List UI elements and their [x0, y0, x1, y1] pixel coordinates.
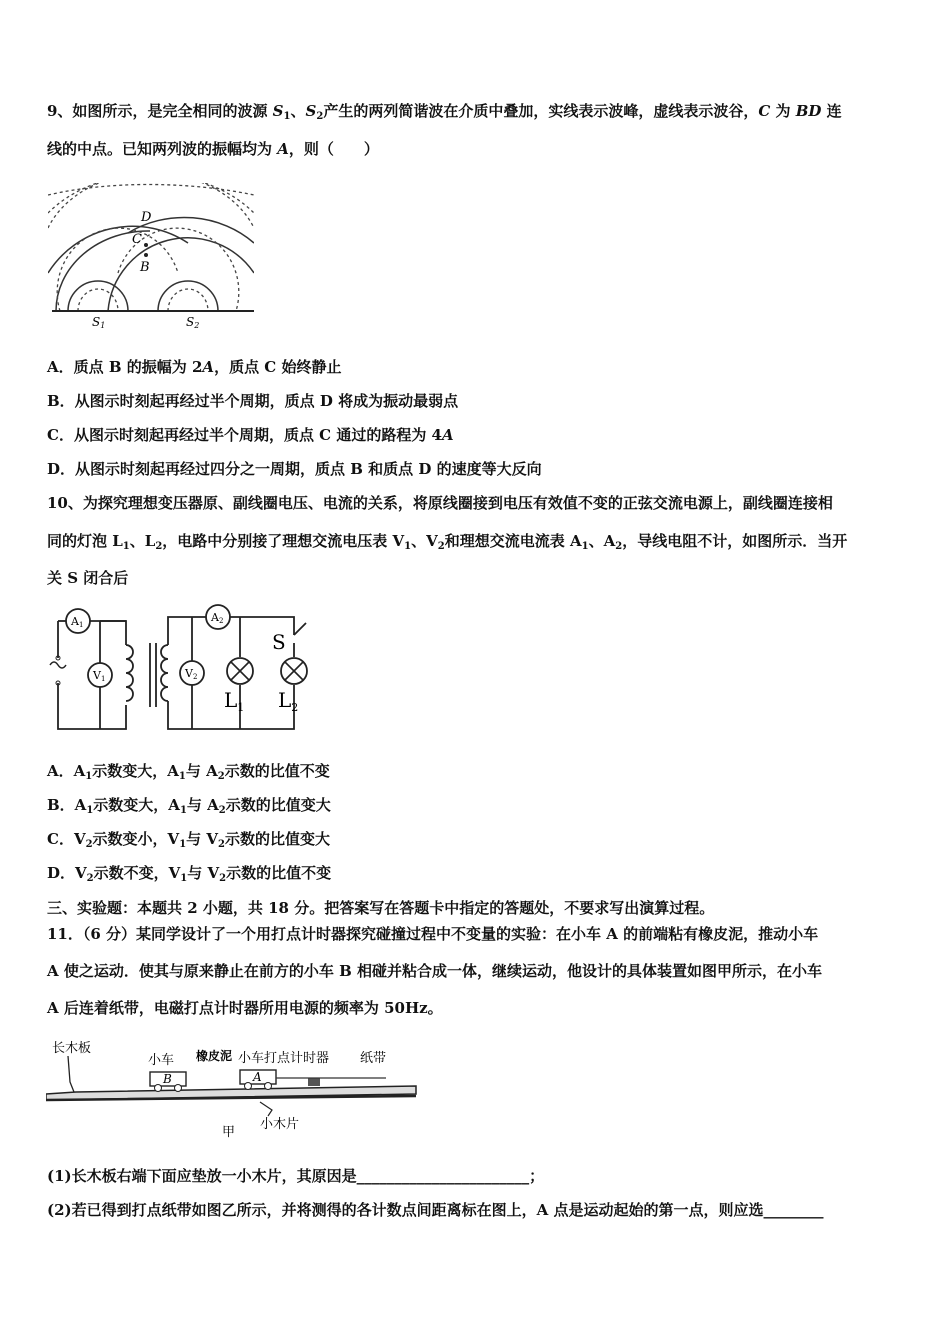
q11-apparatus-figure	[46, 1036, 418, 1140]
q11-label-cart-b: 小车	[148, 1053, 175, 1068]
q10-stem-line2: 同的灯泡 $L_1$、$L_2$，电路中分别接了理想交流电压表 $V_1$、$V_2$和理想交流电流表 $A_1$、$A_2$，导线电阻不计，如图所示．当开	[47, 532, 848, 552]
q9-stem-line1: 9、如图所示，是完全相同的波源 $S_1$、$S_2$产生的两列简谐波在介质中叠加，实线表示波峰，虚线表示波谷，C 为 BD 连	[47, 102, 842, 122]
q9-label-B: B	[140, 260, 150, 275]
q11-label-board: 长木板	[52, 1041, 92, 1056]
q10-circuit-figure	[44, 603, 324, 735]
q10-lamp-l1: $L_1$	[224, 688, 245, 714]
q10-option-d: D．$V_2$示数不变，$V_1$与 $V_2$示数的比值不变	[47, 864, 332, 884]
q11-cart-a: A	[253, 1070, 262, 1084]
q10-stem-line1: 10、为探究理想变压器原、副线圈电压、电流的关系，将原线圈接到电压有效值不变的正弦交流电源上，副线圈连接相	[47, 494, 833, 512]
q11-label-tape: 纸带	[360, 1051, 387, 1066]
q11-label-clay: 橡皮泥	[196, 1049, 233, 1063]
q9-option-d: D．从图示时刻起再经过四分之一周期，质点 B 和质点 D 的速度等大反向	[47, 460, 542, 478]
q11-label-jia: 甲	[222, 1125, 236, 1140]
q11-stem-line2: A 使之运动．使其与原来静止在前方的小车 B 相碰并粘合成一体，继续运动，他设计的具体装置如图甲所示，在小车	[47, 962, 822, 980]
q10-meter-v1: V1	[93, 669, 106, 683]
q9-option-c: C．从图示时刻起再经过半个周期，质点 C 通过的路程为 4A	[47, 426, 454, 444]
q10-lamp-l2: $L_2$	[278, 688, 299, 714]
q11-part1: (1)长木板右端下面应垫放一小木片，其原因是_______________________；	[47, 1167, 545, 1185]
q9-stem-line2: 线的中点。已知两列波的振幅均为 A，则（ ）	[47, 140, 379, 158]
q9-label-S2: S2	[186, 315, 200, 330]
q9-wave-figure	[48, 183, 254, 331]
q11-label-wood: 小木片	[260, 1117, 300, 1132]
q10-meter-v2: V2	[185, 667, 198, 681]
q11-part2: (2)若已得到打点纸带如图乙所示，并将测得的各计数点间距离标在图上，A 点是运动起始的第一点，则应选________	[47, 1201, 824, 1219]
q10-meter-a2: A2	[211, 611, 224, 625]
q10-stem-line3: 关 S 闭合后	[47, 569, 129, 587]
q9-label-S1: S1	[92, 315, 106, 330]
q9-label-D: D	[141, 210, 152, 225]
q10-option-b: B．$A_1$示数变大，$A_1$与 $A_2$示数的比值变大	[47, 796, 331, 816]
q11-part1-blank[interactable]: _______________________	[356, 1167, 530, 1185]
q9-option-a: A．质点 B 的振幅为 2A，质点 C 始终静止	[47, 358, 342, 376]
q10-option-c: C．$V_2$示数变小，$V_1$与 $V_2$示数的比值变大	[47, 830, 331, 850]
q11-part2-blank[interactable]: ________	[763, 1201, 824, 1219]
q11-cart-b: B	[163, 1072, 172, 1086]
q11-stem-line3: A 后连着纸带，电磁打点计时器所用电源的频率为 50Hz。	[47, 999, 443, 1017]
q9-label-C: C	[132, 232, 142, 247]
q10-option-a: A．$A_1$示数变大，$A_1$与 $A_2$示数的比值不变	[47, 762, 330, 782]
q10-switch-label: S	[272, 630, 286, 654]
q10-meter-a1: A1	[71, 615, 84, 629]
q9-option-b: B．从图示时刻起再经过半个周期，质点 D 将成为振动最弱点	[47, 392, 459, 410]
q11-label-cart-a: 小车打点计时器	[238, 1051, 330, 1066]
q11-stem-line1: 11．（6 分）某同学设计了一个用打点计时器探究碰撞过程中不变量的实验：在小车 A 的前端粘有橡皮泥，推动小车	[47, 925, 819, 943]
section3-heading: 三、实验题：本题共 2 小题，共 18 分。把答案写在答题卡中指定的答题处，不要求写出演算过程。	[47, 899, 715, 917]
